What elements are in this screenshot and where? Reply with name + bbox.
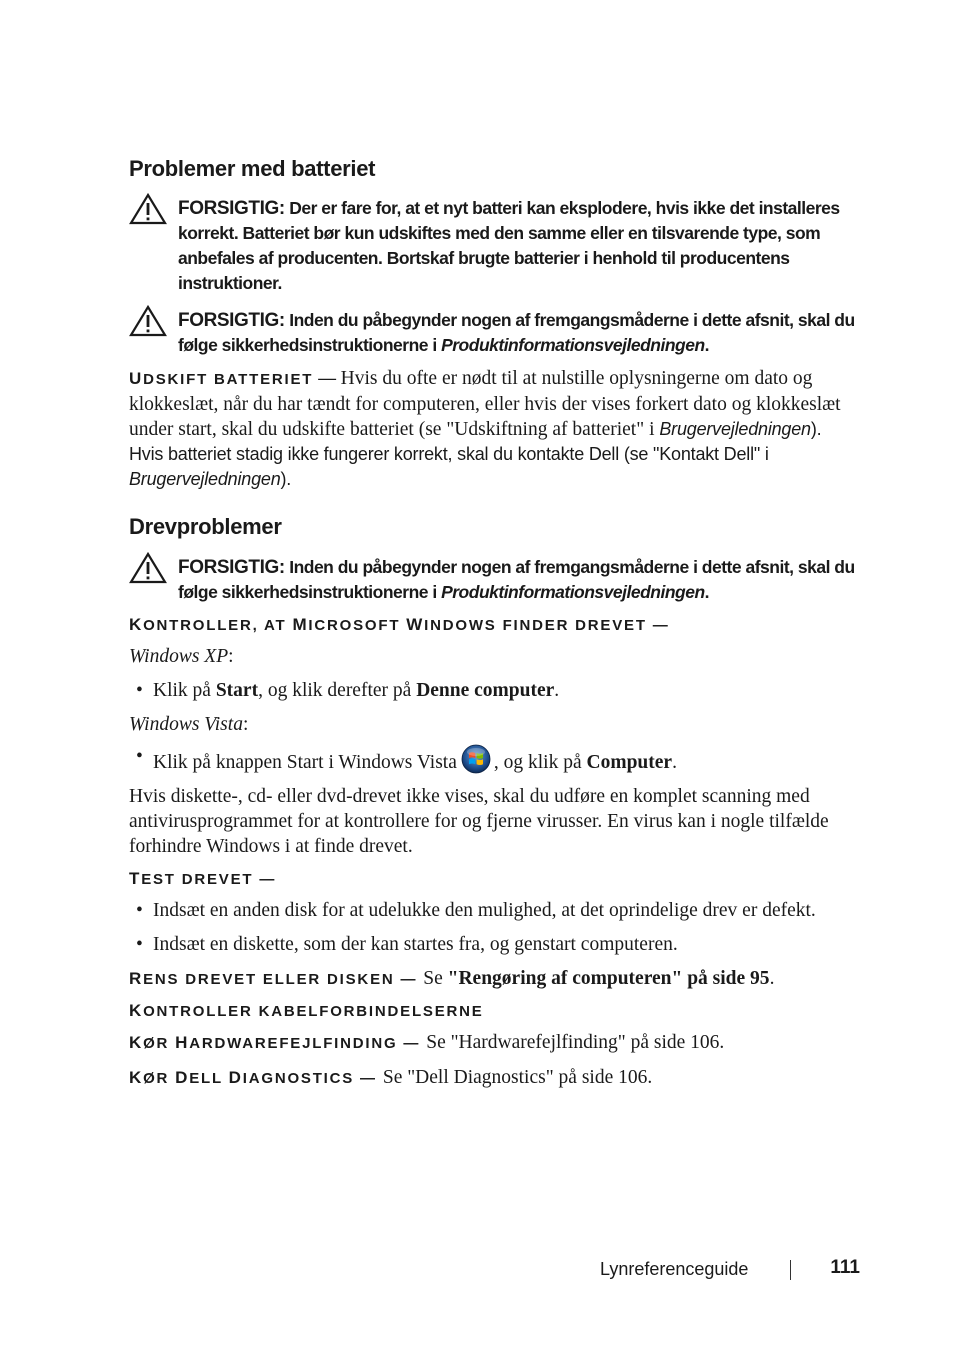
clean-drive-line: RENS DREVET ELLER DISKEN — Se "Rengøring af computeren" på side 95. xyxy=(129,968,775,989)
bullet: • xyxy=(136,746,143,767)
warning-triangle-icon xyxy=(129,305,167,337)
caution-battery-explosion xyxy=(129,196,859,296)
bullet: • xyxy=(136,934,143,955)
dell-diagnostics-title: KØR DELL DIAGNOSTICS xyxy=(129,1068,355,1087)
caution-safety-battery xyxy=(129,308,859,358)
page-number: 111 xyxy=(830,1257,860,1278)
caution-body: Inden du påbegynder nogen af fremgangsmåderne i dette afsnit, skal du følge sikkerhedsinstruktionerne i xyxy=(178,310,855,355)
caution-label: FORSIGTIG: xyxy=(178,198,285,219)
windows-xp-steps xyxy=(129,678,859,703)
heading-drive-problems: Drevproblemer xyxy=(129,514,282,539)
replace-battery-title: UDSKIFT BATTERIET xyxy=(129,369,314,388)
caution-body: Inden du påbegynder nogen af fremgangsmåderne i dette afsnit, skal du følge sikkerhedsinstruktionerne i xyxy=(178,557,855,602)
replace-battery-paragraph: UDSKIFT BATTERIET — Hvis du ofte er nødt til at nulstille oplysningerne om dato og klokkeslæt, når du har tændt for computeren, eller hvis der vises forkert dato og klokkeslæt under start, skal du udskifte batteriet (se "Udskiftning af batteriet" i Brugervejledningen). Hvis batteriet stadig ikke fungerer korrekt, skal du kontakte Dell (se "Kontakt Dell" i Brugervejledningen). xyxy=(129,368,841,489)
clean-drive-title: RENS DREVET ELLER DISKEN xyxy=(129,969,395,988)
caution-doc-reference: Produktinformationsvejledningen xyxy=(441,582,705,602)
list-item: • Klik på knappen Start i Windows Vista , og klik på Computer. xyxy=(136,746,677,773)
hardware-troubleshooter-line: KØR HARDWAREFEJLFINDING — Se "Hardwarefejlfinding" på side 106. xyxy=(129,1032,725,1053)
caution-doc-reference: Produktinformationsvejledningen xyxy=(441,335,705,355)
caution-end: . xyxy=(704,335,710,355)
list-item: • Indsæt en diskette, som der kan startes fra, og genstart computeren. xyxy=(136,934,678,955)
warning-triangle-icon xyxy=(129,193,167,225)
test-drive-steps xyxy=(129,898,859,957)
windows-xp-label: Windows XP: xyxy=(129,646,234,667)
test-drive-title: TEST DREVET — xyxy=(129,869,277,888)
windows-vista-label: Windows Vista: xyxy=(129,714,249,735)
clean-drive-reference: "Rengøring af computeren" på side 95 xyxy=(447,968,770,989)
windows-vista-start-icon xyxy=(461,744,491,774)
caution-safety-drive xyxy=(129,555,859,605)
check-cables-title: KONTROLLER KABELFORBINDELSERNE xyxy=(129,1001,484,1020)
page-content xyxy=(129,150,859,1091)
page-footer xyxy=(600,1256,860,1282)
warning-triangle-icon xyxy=(129,552,167,584)
windows-vista-steps xyxy=(129,744,859,775)
caution-text xyxy=(178,308,859,358)
caution-label: FORSIGTIG: xyxy=(178,557,285,578)
footer-guide-title: Lynreferenceguide xyxy=(600,1259,749,1279)
caution-body: Der er fare for, at et nyt batteri kan eksplodere, hvis ikke det installeres korrekt. Batteriet bør kun udskiftes med den samme eller en tilsvarende type, som anbefales af producenten. Bortskaf brugte batterier i henhold til producentens instruktioner. xyxy=(178,198,840,293)
list-item: • Indsæt en anden disk for at udelukke den mulighed, at det oprindelige drev er defekt. xyxy=(136,900,816,921)
dell-diagnostics-line: KØR DELL DIAGNOSTICS — Se "Dell Diagnostics" på side 106. xyxy=(129,1067,653,1088)
bullet: • xyxy=(136,680,143,701)
hardware-troubleshooter-title: KØR HARDWAREFEJLFINDING xyxy=(129,1033,398,1052)
footer-divider xyxy=(790,1260,791,1280)
heading-battery-problems: Problemer med batteriet xyxy=(129,156,376,181)
caution-label: FORSIGTIG: xyxy=(178,310,285,331)
caution-text xyxy=(178,555,859,605)
bullet: • xyxy=(136,900,143,921)
replace-battery-text: Hvis du ofte er nødt til at nulstille oplysningerne om dato og klokkeslæt, når du har tændt for computeren, eller hvis der vises forkert dato og klokkeslæt under start, skal du udskifte batteriet (se "Udskiftning af batteriet" i xyxy=(129,368,841,440)
virus-scan-paragraph: Hvis diskette-, cd- eller dvd-drevet ikke vises, skal du udføre en komplet scanning med antivirusprogrammet for at kontrollere for og fjerne virusser. En virus kan i nogle tilfælde forhindre Windows i at finde drevet. xyxy=(129,786,829,857)
list-item: • Klik på Start, og klik derefter på Denne computer. xyxy=(136,680,560,701)
caution-end: . xyxy=(704,582,710,602)
check-windows-title: KONTROLLER, AT MICROSOFT WINDOWS FINDER DREVET — xyxy=(129,615,670,634)
caution-text xyxy=(178,196,859,296)
